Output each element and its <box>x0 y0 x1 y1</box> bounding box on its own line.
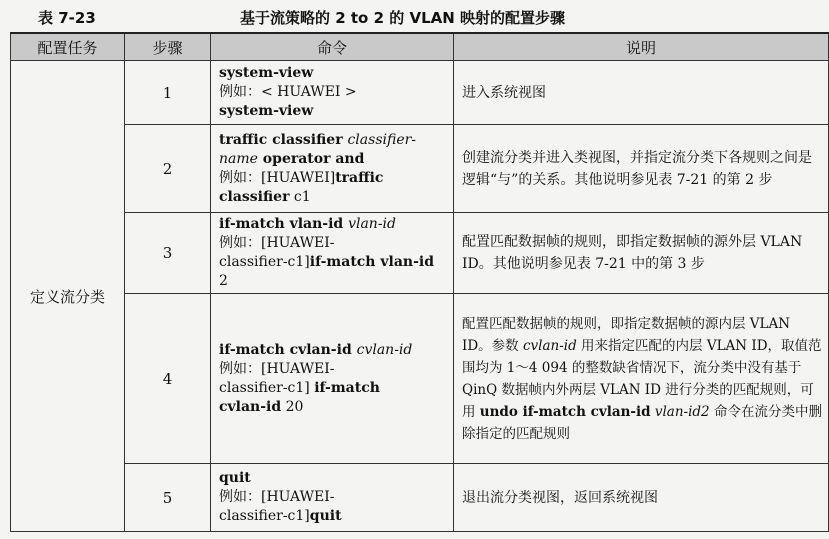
header-description: 说明 <box>454 33 829 61</box>
command-keyword: if-match <box>314 379 380 396</box>
command-keyword: cvlan-id <box>219 398 282 415</box>
table-row <box>11 213 829 294</box>
command-keyword: classifier <box>219 188 290 205</box>
example-prefix: 例如：[HUAWEI] <box>219 169 336 186</box>
example-prefix: classifier-c1] <box>219 379 315 396</box>
config-steps-table <box>10 32 829 532</box>
step-number: 1 <box>125 61 211 125</box>
command-param: classifier- <box>347 131 417 148</box>
command-cell <box>211 464 454 532</box>
command-param: name <box>219 150 258 167</box>
example-line: 例如：< HUAWEI > <box>219 84 357 100</box>
command-cell <box>211 294 454 464</box>
command-line: quit <box>219 470 251 486</box>
desc-param: vlan-id2 <box>650 403 710 420</box>
command-line: system-view <box>219 103 314 119</box>
table-number: 表 7-23 <box>38 9 96 27</box>
description-cell: 进入系统视图 <box>454 61 829 125</box>
header-step: 步骤 <box>125 33 211 61</box>
command-param: vlan-id <box>348 216 396 232</box>
desc-command: undo if-match cvlan-id <box>479 403 651 420</box>
command-keyword: operator and <box>257 150 365 167</box>
table-row <box>11 294 829 464</box>
command-line: system-view <box>219 65 314 81</box>
example-prefix: classifier-c1] <box>219 254 310 270</box>
example-line: 例如：[HUAWEI- <box>219 489 335 505</box>
description-cell: 退出流分类视图，返回系统视图 <box>454 464 829 532</box>
command-cell <box>211 125 454 213</box>
desc-text: 配置匹配数据帧的规则，即指定数据帧的源内层 VLAN ID。参数 <box>462 315 791 354</box>
command-cell <box>211 213 454 294</box>
table-row <box>11 464 829 532</box>
example-prefix: classifier-c1] <box>219 508 310 524</box>
example-value: 20 <box>281 398 304 415</box>
example-line: 例如：[HUAWEI- <box>219 360 335 377</box>
step-number: 4 <box>125 294 211 464</box>
header-row <box>11 33 829 61</box>
command-keyword: if-match vlan-id <box>309 254 434 270</box>
table-row <box>11 61 829 125</box>
step-number: 3 <box>125 213 211 294</box>
example-line: 例如：[HUAWEI- <box>219 235 335 251</box>
desc-text: 命令在流分类中删除指定的匹配规则 <box>462 403 822 442</box>
step-number: 2 <box>125 125 211 213</box>
desc-param: cvlan-id <box>522 337 577 354</box>
command-cell <box>211 61 454 125</box>
command-param: cvlan-id <box>356 341 413 358</box>
description-cell: 配置匹配数据帧的规则，即指定数据帧的源外层 VLAN ID。其他说明参见表 7-21 中的第 3 步 <box>454 213 829 294</box>
table-title: 基于流策略的 2 to 2 的 VLAN 映射的配置步骤 <box>240 9 566 27</box>
command-keyword: traffic <box>335 169 384 186</box>
header-task: 配置任务 <box>11 33 125 61</box>
example-value: 2 <box>219 273 228 289</box>
command-keyword: traffic classifier <box>219 131 348 148</box>
desc-text: 用来指定匹配的内层 VLAN ID，取值范围均为 1～4 094 的整数缺省情况下，流分类中没有基于 QinQ 数据帧内外两层 VLAN ID 进行分类的匹配规则，可用 <box>462 337 822 420</box>
task-cell: 定义流分类 <box>11 61 125 532</box>
table-row <box>11 125 829 213</box>
command-keyword: if-match vlan-id <box>219 216 349 232</box>
header-command: 命令 <box>211 33 454 61</box>
description-cell <box>454 294 829 464</box>
command-keyword: if-match cvlan-id <box>219 341 357 358</box>
description-cell: 创建流分类并进入类视图，并指定流分类下各规则之间是逻辑“与”的关系。其他说明参见表 7-21 的第 2 步 <box>454 125 829 213</box>
command-keyword: quit <box>309 508 342 524</box>
example-value: c1 <box>289 188 311 205</box>
step-number: 5 <box>125 464 211 532</box>
table-caption <box>0 0 829 32</box>
